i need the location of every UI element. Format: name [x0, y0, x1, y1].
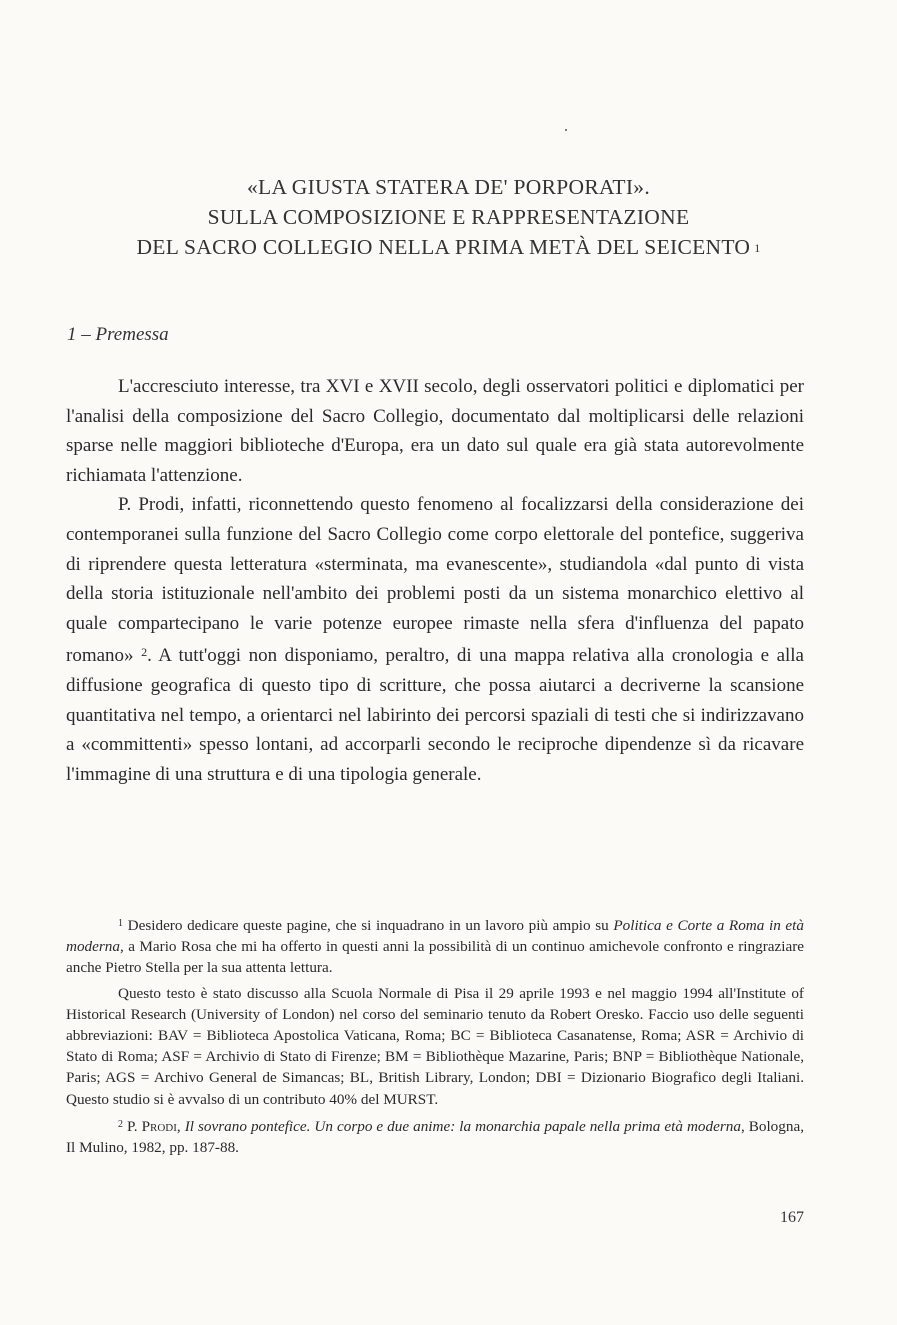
- footnote-2-author: P. Prodi: [127, 1117, 177, 1135]
- footnote-ref-2: 2: [141, 645, 148, 660]
- title-line-3-text: DEL SACRO COLLEGIO NELLA PRIMA METÀ DEL SEICENTO: [136, 235, 751, 259]
- footnote-1: [66, 913, 804, 979]
- title-line-3: [60, 232, 837, 263]
- title-footnote-ref: 1: [754, 241, 761, 255]
- footnote-1-continuation: Questo testo è stato discusso alla Scuola Normale di Pisa il 29 aprile 1993 e nel maggio 1994 all'Institute of Historical Research (University of London) nel corso del seminario tenuto da Robert Oresko. Faccio uso delle seguenti abbreviazioni: BAV = Biblioteca Apostolica Vaticana, Roma; BC = Biblioteca Casanatense, Roma; ASR = Archivio di Stato di Roma; ASF = Archivio di Stato di Firenze; BM = Bibliothèque Mazarine, Paris; BNP = Bibliothèque Nationale, Paris; AGS = Archivo General de Simancas; BL, British Library, London; DBI = Dizionario Biografico degli Italiani. Questo studio si è avvalso di un contributo 40% del MURST.: [66, 984, 804, 1108]
- page-number: 167: [780, 1209, 804, 1226]
- footnotes: [66, 913, 804, 1158]
- footnote-2-sep: ,: [176, 1117, 185, 1135]
- paragraph-1: L'accresciuto interesse, tra XVI e XVII secolo, degli osservatori politici e diplomatici per l'analisi della composizione del Sacro Collegio, documentato dal moltiplicarsi delle relazioni sparse nelle maggiori biblioteche d'Europa, era un dato sul quale era già stata autorevolmente richiamata l'attenzione.: [66, 376, 804, 486]
- footnote-1-text-b: , a Mario Rosa che mi ha offerto in questi anni la possibilità di un continuo amichevole confronto e ringraziare anche Pietro Stella per la sua attenta lettura.: [66, 938, 804, 977]
- footnote-2-title: Il sovrano pontefice. Un corpo e due anime: la monarchia papale nella prima età moderna: [184, 1117, 741, 1135]
- section-heading: 1 – Premessa: [67, 324, 169, 345]
- footnote-2: [66, 1114, 804, 1158]
- body-text: [66, 372, 804, 789]
- paragraph-2-part-1: P. Prodi, infatti, riconnettendo questo fenomeno al focalizzarsi della considerazione dei contemporanei sulla funzione del Sacro Collegio come corpo elettorale del pontefice, suggeriva di riprendere questa letteratura «sterminata, ma evanescente», studiandola «dal punto di vista della storia istituzionale nell'ambito dei problemi posti da un sistema monarchico elettivo al quale compartecipano le varie potenze europee rimaste nella sfera d'influenza del papato romano»: [66, 494, 804, 667]
- paragraph-2-part-2: . A tutt'oggi non disponiamo, peraltro, di una mappa relativa alla cronologia e alla diffusione geografica di questo tipo di scritture, che possa aiutarci a decriverne la scansione quantitativa nel tempo, a orientarci nel labirinto dei percorsi spaziali di testi che si indirizzavano a «committenti» spesso lontani, ad accorparli secondo le reciproche dipendenze sì da ricavare l'immagine di una struttura e di una tipologia generale.: [66, 645, 804, 785]
- footnote-1-number: 1: [118, 918, 123, 929]
- print-speck: [565, 129, 567, 131]
- paragraph-2: [66, 490, 804, 789]
- footnote-1-title: Politica e Corte a Roma in età moderna: [66, 917, 804, 956]
- title-line-2: SULLA COMPOSIZIONE E RAPPRESENTAZIONE: [207, 205, 690, 229]
- footnote-1-text-a: Desidero dedicare queste pagine, che si inquadrano in un lavoro più ampio su: [123, 917, 614, 934]
- footnote-2-rest: , Bologna, Il Mulino, 1982, pp. 187-88.: [66, 1117, 805, 1157]
- article-title: [60, 172, 837, 263]
- footnote-2-number: 2: [118, 1118, 123, 1130]
- title-line-1: «LA GIUSTA STATERA DE' PORPORATI».: [246, 175, 651, 199]
